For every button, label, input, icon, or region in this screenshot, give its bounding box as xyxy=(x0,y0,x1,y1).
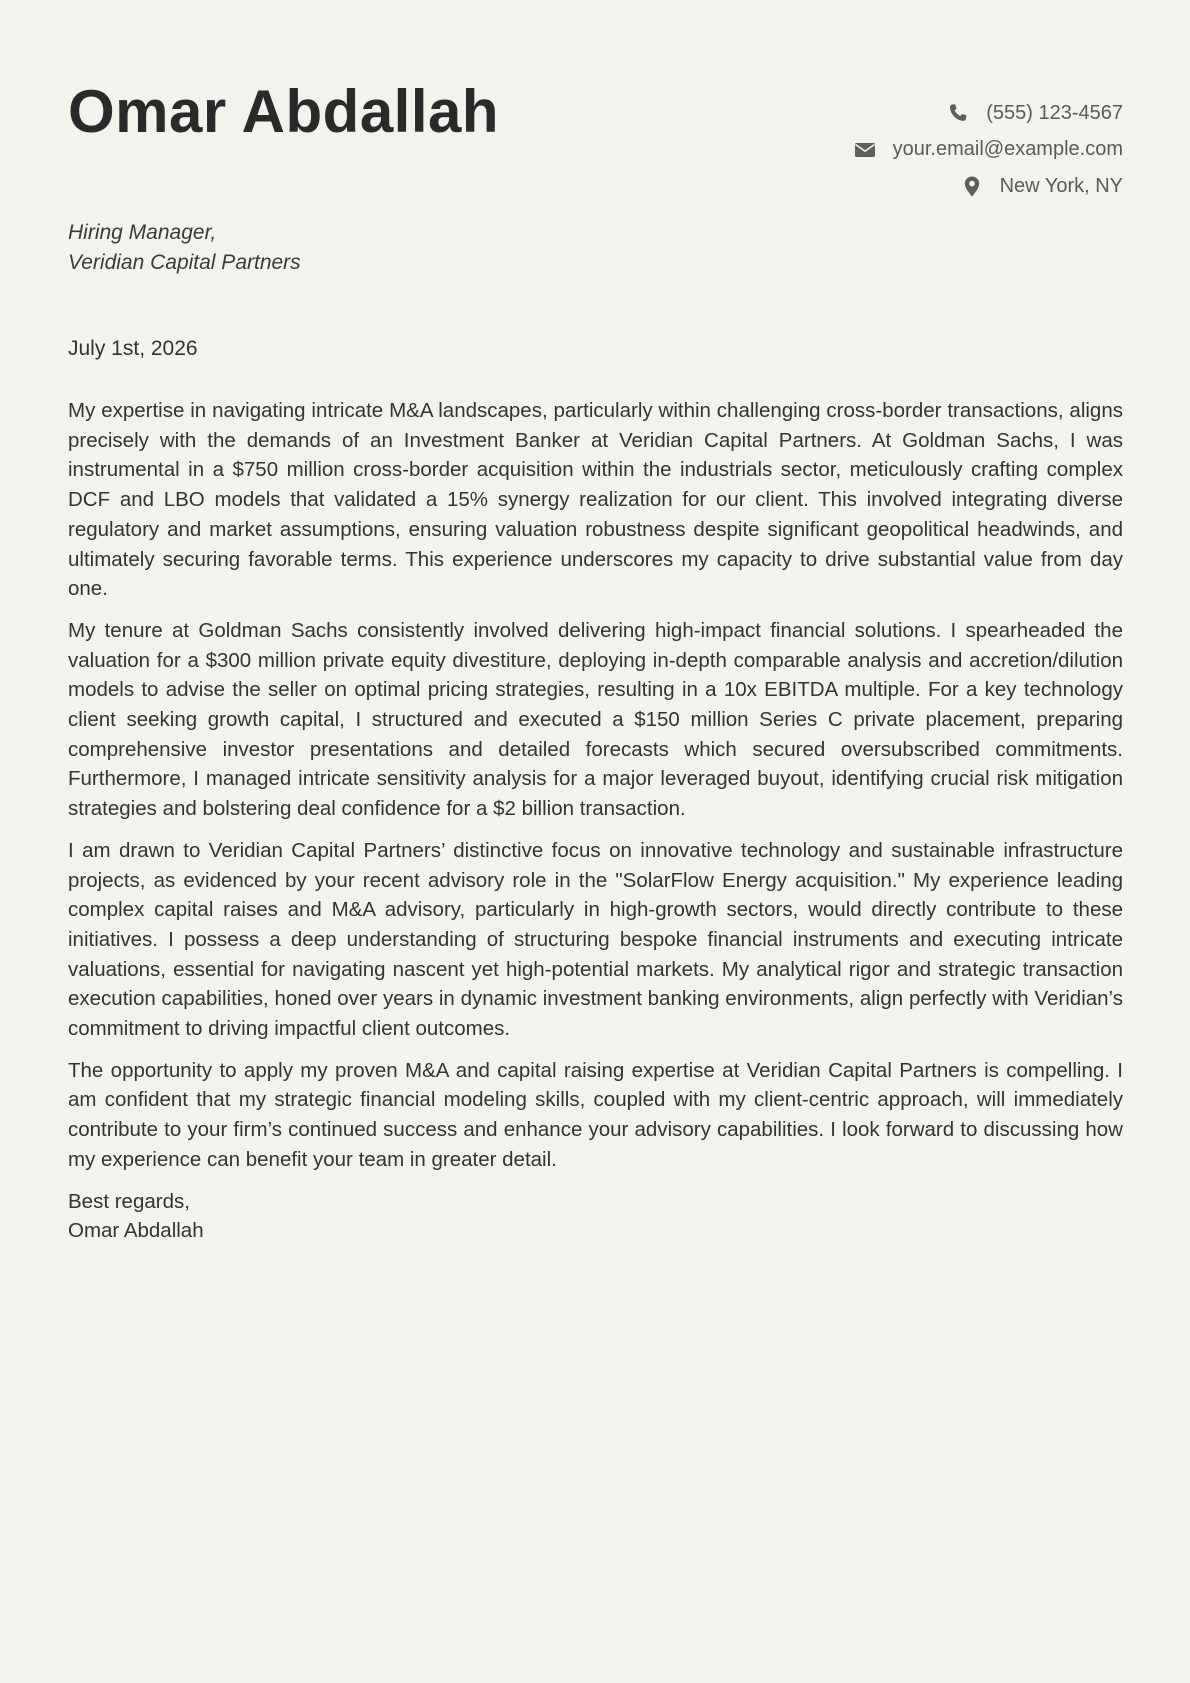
envelope-icon xyxy=(853,138,877,162)
letter-header xyxy=(68,0,1123,200)
closing-signature: Omar Abdallah xyxy=(68,1219,204,1243)
body-paragraph: I am drawn to Veridian Capital Partners’ distinctive focus on innovative technology and sustainable infrastructure projects, as evidenced by your recent advisory role in the "SolarFlow Energy acquisition." My experience leading complex capital raises and M&A advisory, particularly in high-growth sectors, would directly contribute to these initiatives. I possess a deep understanding of structuring bespoke financial instruments and executing intricate valuations, essential for navigating nascent yet high-potential markets. My analytical rigor and strategic transaction execution capabilities, honed over years in dynamic investment banking environments, align perfectly with Veridian’s commitment to driving impactful client outcomes. xyxy=(68,838,1123,1041)
contact-email-text: your.email@example.com xyxy=(892,138,1123,161)
closing-salutation: Best regards, xyxy=(68,1189,190,1213)
map-pin-icon xyxy=(960,174,984,198)
recipient-block xyxy=(68,218,301,278)
letter-date: July 1st, 2026 xyxy=(68,337,198,360)
body-paragraph: My expertise in navigating intricate M&A landscapes, particularly within challenging cross-border transactions, aligns precisely with the demands of an Investment Banker at Veridian Capital Partners. At Goldman Sachs, I was instrumental in a $750 million cross-border acquisition within the industrials sector, meticulously crafting complex DCF and LBO models that validated a 15% synergy realization for our client. This involved integrating diverse regulatory and market assumptions, ensuring valuation robustness despite significant geopolitical headwinds, and ultimately securing favorable terms. This experience underscores my capacity to drive substantial value from day one. xyxy=(68,399,1123,601)
contact-location-text: New York, NY xyxy=(999,174,1123,197)
contact-info xyxy=(853,95,1123,205)
contact-phone xyxy=(853,95,1123,132)
cover-letter-page xyxy=(68,0,1123,1243)
closing-block xyxy=(68,1187,1123,1246)
recipient-title: Hiring Manager, xyxy=(68,221,217,244)
body-paragraph: My tenure at Goldman Sachs consistently involved delivering high-impact financial solutions. I spearheaded the valuation for a $300 million private equity divestiture, deploying in-depth comparable analysis and accretion/dilution models to advise the seller on optimal pricing strategies, resulting in a 10x EBITDA multiple. For a key technology client seeking growth capital, I structured and executed a $150 million Series C private placement, preparing comprehensive investor presentations and detailed forecasts which secured oversubscribed commitments. Furthermore, I managed intricate sensitivity analysis for a major leveraged buyout, identifying crucial risk mitigation strategies and bolstering deal confidence for a $2 billion transaction. xyxy=(68,618,1123,821)
applicant-name: Omar Abdallah xyxy=(68,78,500,145)
contact-phone-text: (555) 123-4567 xyxy=(986,101,1123,124)
contact-email xyxy=(853,132,1123,169)
recipient-company: Veridian Capital Partners xyxy=(68,251,301,274)
letter-body xyxy=(68,396,1123,1246)
body-paragraph: The opportunity to apply my proven M&A and capital raising expertise at Veridian Capital Partners is compelling. I am confident that my strategic financial modeling skills, coupled with my client-centric approach, will immediately contribute to your firm’s continued success and enhance your advisory capabilities. I look forward to discussing how my experience can benefit your team in greater detail. xyxy=(68,1058,1123,1171)
contact-location xyxy=(853,168,1123,205)
phone-icon xyxy=(946,101,970,125)
